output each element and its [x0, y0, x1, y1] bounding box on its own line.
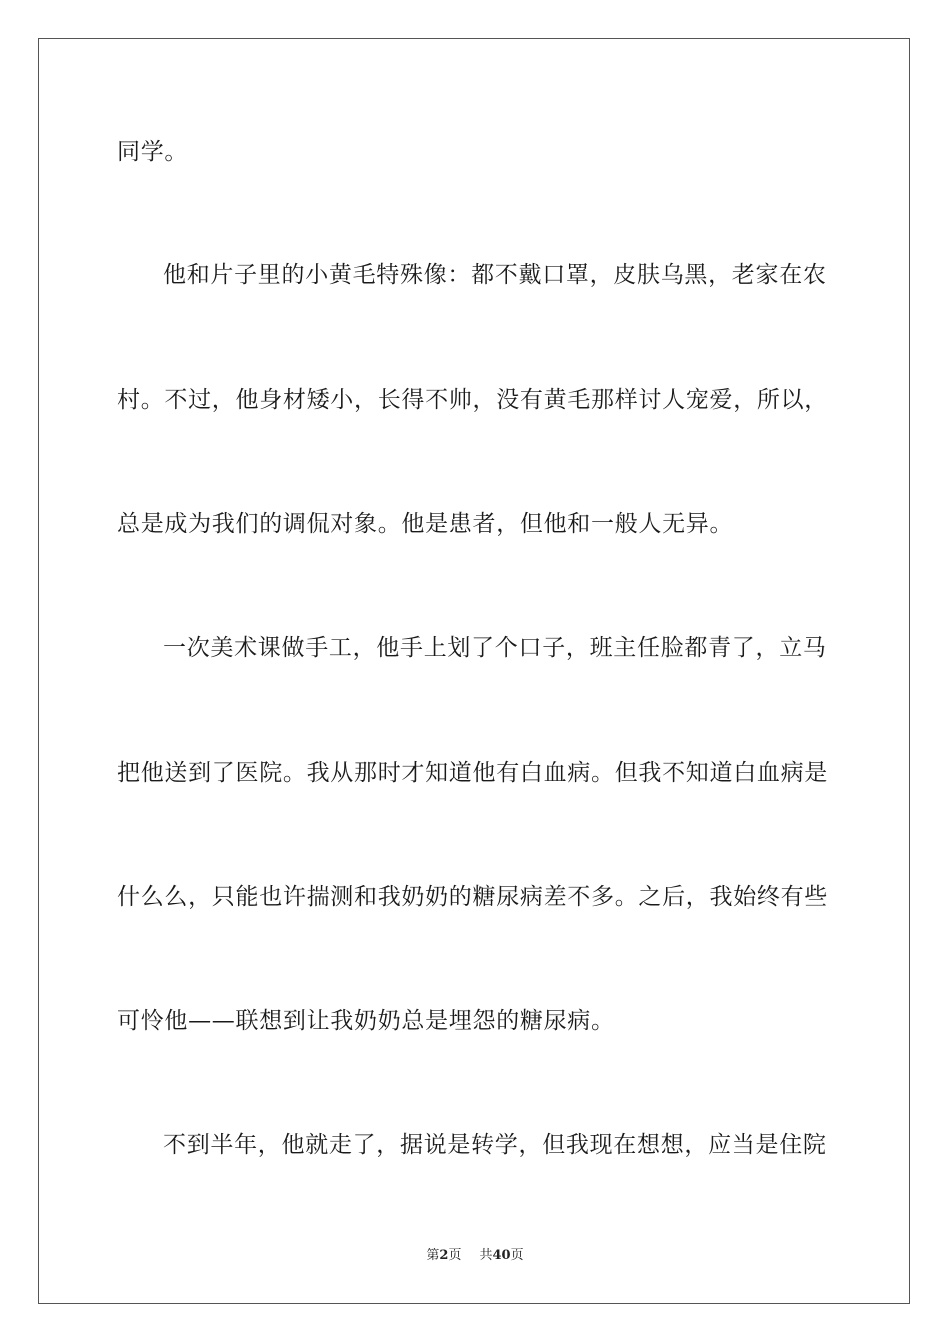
total-suffix: 页 — [510, 1248, 524, 1263]
text-line-6: 把他送到了医院。我从那时才知道他有白血病。但我不知道白血病是 — [117, 760, 828, 786]
paragraph-start-line-2: 他和片子里的小黄毛特殊像：都不戴口罩，皮肤乌黑，老家在农 — [163, 262, 827, 288]
page-prefix: 第 — [426, 1248, 440, 1263]
page-border — [38, 38, 910, 1304]
paragraph-start-line-9: 不到半年，他就走了，据说是转学，但我现在想想，应当是住院 — [163, 1132, 827, 1158]
total-prefix: 共 — [479, 1248, 493, 1263]
total-pages: 40 — [492, 1248, 511, 1263]
page-number: 2 — [439, 1248, 449, 1263]
text-line-8: 可怜他——联想到让我奶奶总是埋怨的糖尿病。 — [117, 1008, 615, 1034]
text-line-1: 同学。 — [117, 139, 189, 165]
text-line-7: 什么么，只能也许揣测和我奶奶的糖尿病差不多。之后，我始终有些 — [117, 884, 828, 910]
paragraph-start-line-5: 一次美术课做手工，他手上划了个口子，班主任脸都青了，立马 — [163, 635, 827, 661]
page-footer — [0, 1247, 950, 1265]
text-line-4: 总是成为我们的调侃对象。他是患者，但他和一般人无异。 — [117, 511, 734, 537]
text-line-3: 村。不过，他身材矮小，长得不帅，没有黄毛那样讨人宠爱，所以， — [117, 387, 828, 413]
page-suffix: 页 — [448, 1248, 462, 1263]
